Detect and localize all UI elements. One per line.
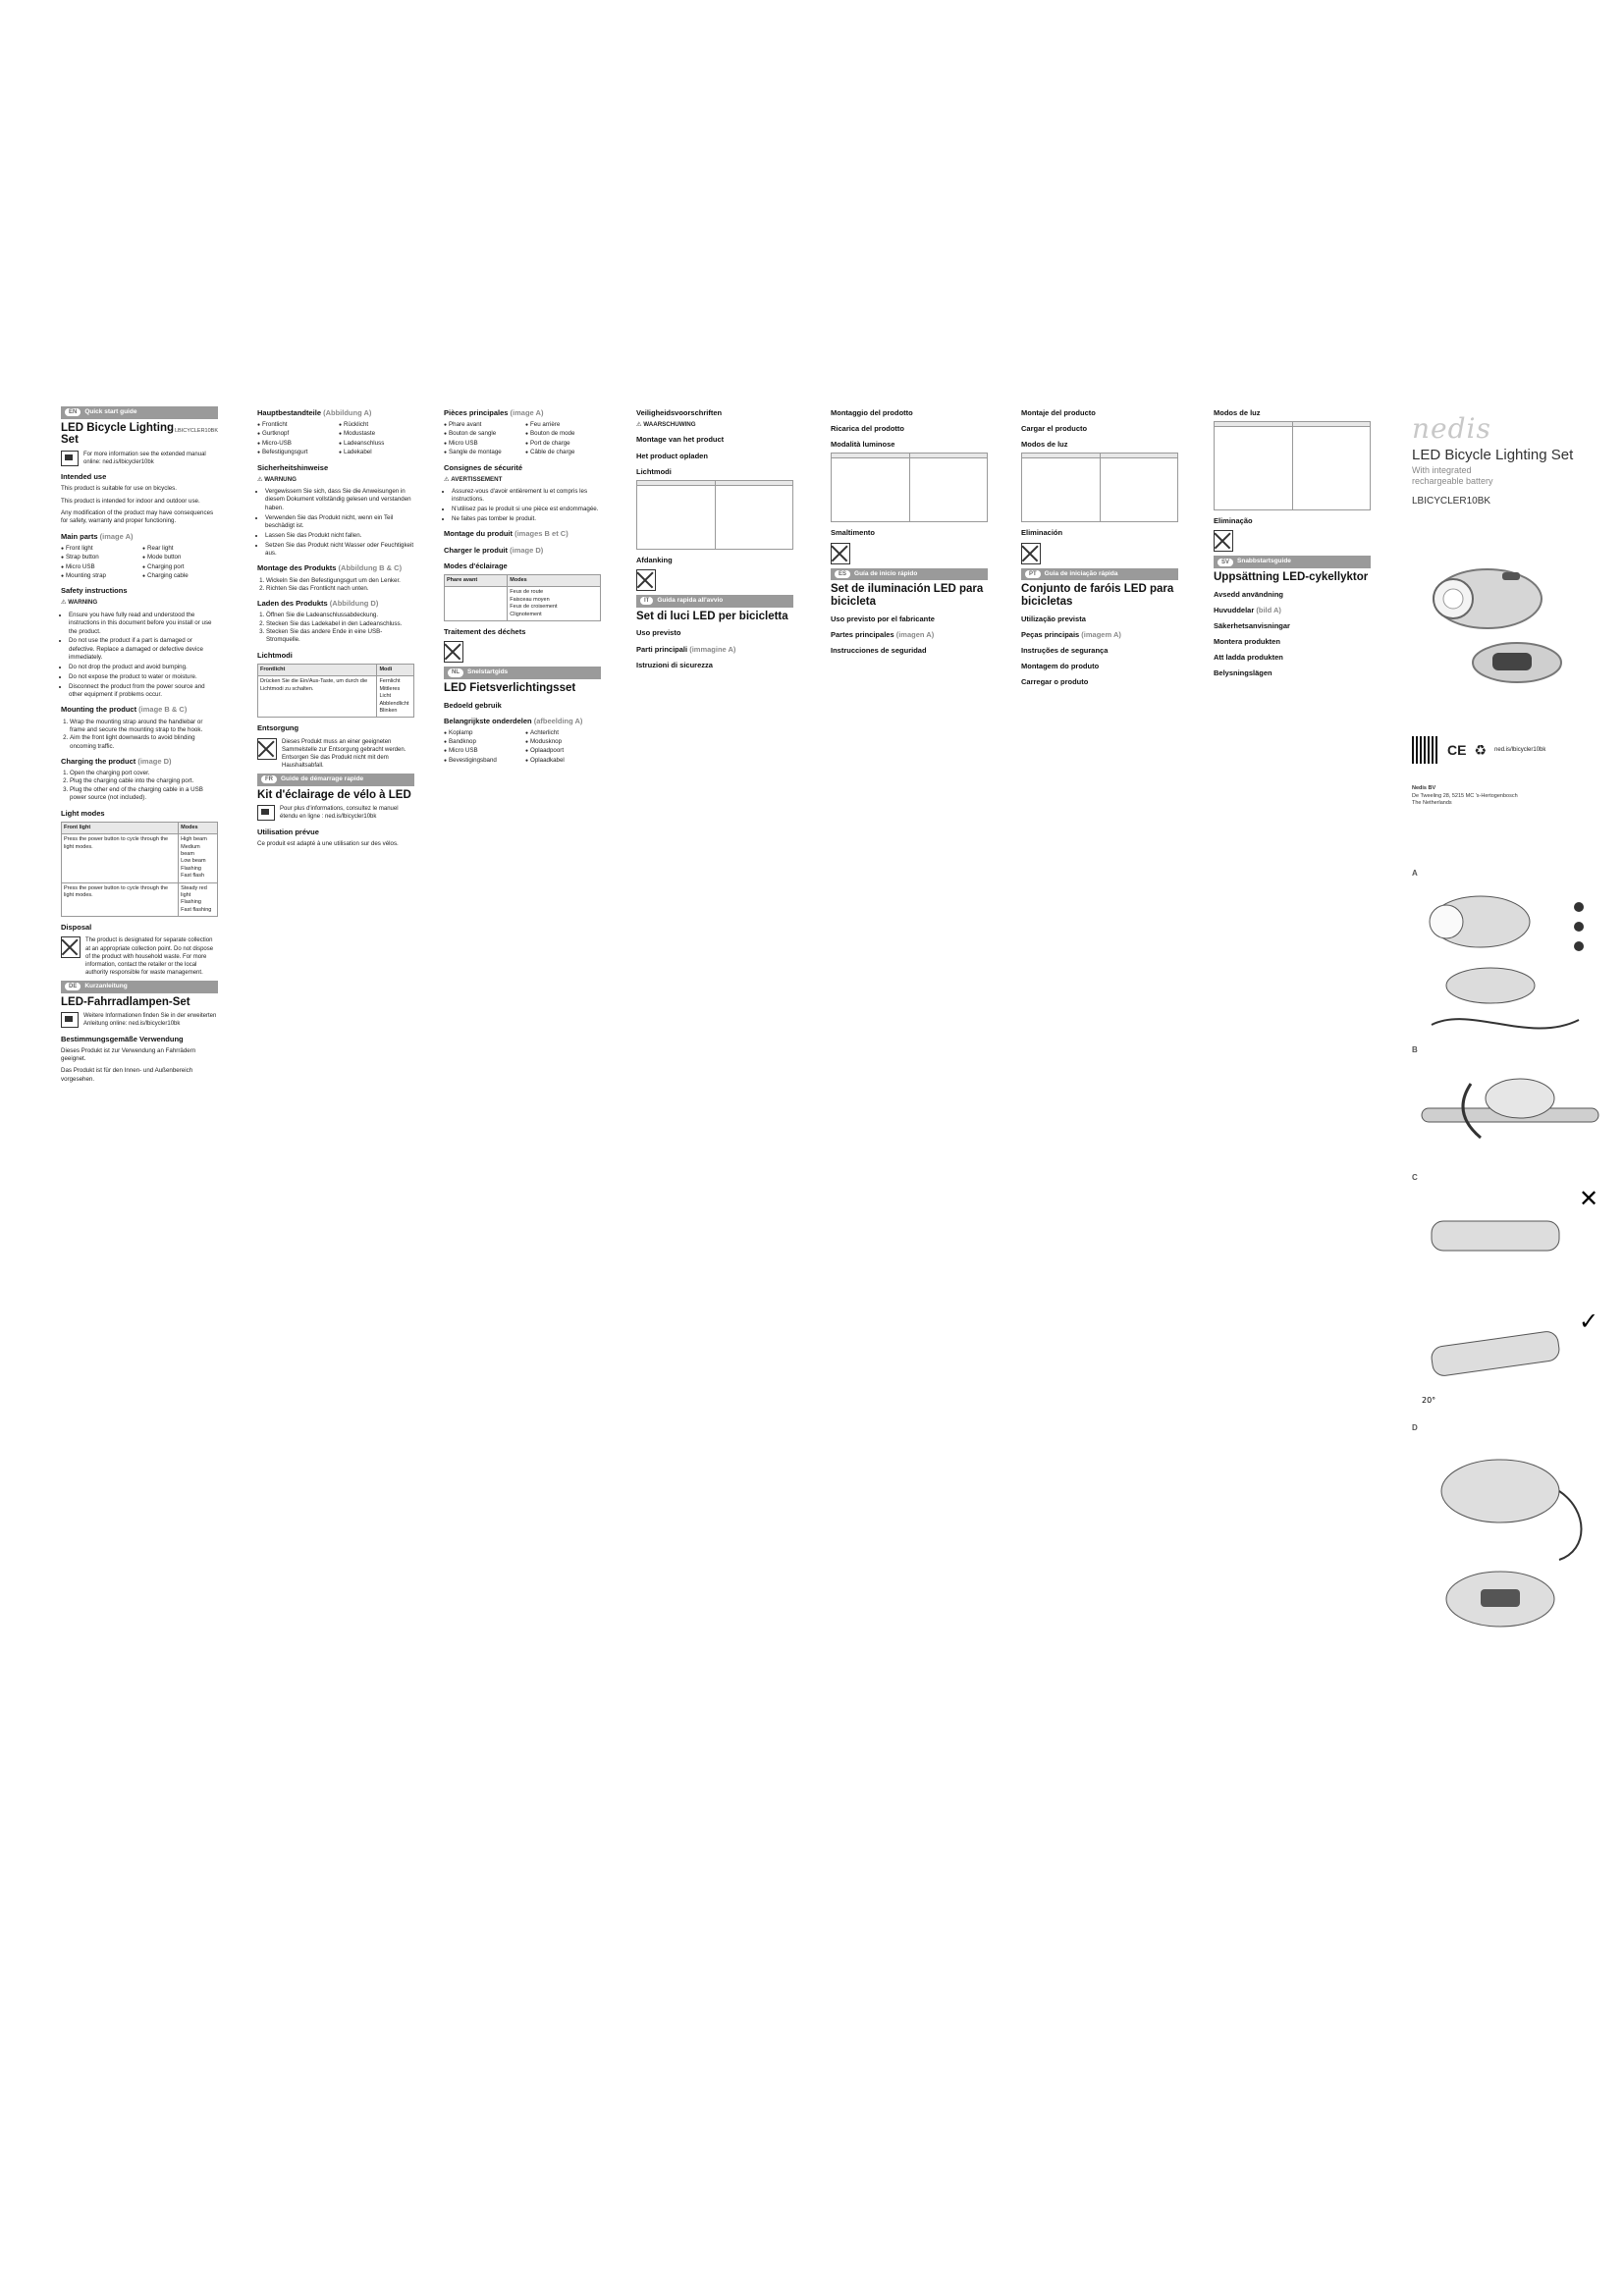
charging-heading: Ricarica del prodotto (831, 424, 905, 434)
light-right (1431, 1330, 1561, 1377)
mounting-heading: Montaggio del prodotto (831, 408, 913, 417)
intended-use-text: This product is suitable for use on bicycles. (61, 485, 177, 493)
intended-use-heading: Avsedd användning (1214, 589, 1283, 599)
cover-product-code: LBICYCLER10BK (1412, 496, 1491, 507)
language-bar-nl: NL Snelstartgids (444, 667, 601, 679)
language-bar-pt: PT Guia de iniciação rápida (1021, 568, 1178, 581)
mounting-heading: Montaje del producto (1021, 408, 1096, 417)
online-manual-notice (61, 451, 218, 466)
intended-use-text: This product is intended for indoor and outdoor use. (61, 497, 200, 505)
charging-heading: Cargar el producto (1021, 424, 1088, 434)
notice-text: For more information see the extended manual online: ned.is/lbicycler10bk (83, 452, 206, 466)
product-code: LBICYCLER10BK (174, 427, 218, 434)
online-manual-notice: Weitere Informationen finden Sie in der erweiterten Anleitung online: ned.is/lbicycler10bk (61, 1012, 218, 1028)
intended-use-text: Das Produkt ist für den Innen- und Außenbereich vorgesehen. (61, 1067, 193, 1083)
manual-title: Set di luci LED per bicicletta (636, 610, 788, 622)
charging-heading: Charging the product (image D) (61, 757, 172, 766)
figure-a-drawing (1412, 878, 1608, 1044)
mounting-steps (61, 719, 218, 751)
light-modes-table: Frontlicht Modi Drücken Sie die Ein/Aus-Taste, um durch die Lichtmodi zu schalten. Fernlicht Mittleres Licht Abblendlicht Blinken (257, 664, 414, 719)
warning-label: ⚠ AVERTISSEMENT (444, 475, 503, 483)
safety-heading: Säkerhetsanvisningar (1214, 620, 1290, 630)
column-de: Hauptbestandteile (Abbildung A) ● Frontlicht ● Rücklicht ● Gurtknopf ● Modustaste ● Micro-USB ● Ladeanschluss ● Befestigungsgurt ● Ladekabel Sicherheitshinweise ⚠ WARNUNG • Vergewissern Sie sich, dass Sie die Anweisungen in diesem Dokument vollständig gelesen und verstanden haben. • Verwenden Sie das Produkt nicht, wenn ein Teil beschädigt ist. • Lassen Sie das Produkt nicht fallen. • Setzen Sie das Produkt nicht Wasser oder Feuchtigkeit aus. Montage des Produkts (Abbildung B & C) 1. Wickeln Sie den Befestigungsgurt um den Lenker. 2. Richten Sie das Frontlicht nach unten. Laden des Produkts (Abbildung D) 1. Öffnen Sie die Ladeanschlussabdeckung. 2. Stecken Sie das Ladekabel in den Ladeanschluss. 3. Stecken Sie das andere Ende in eine USB-Stromquelle. Lichtmodi Frontlicht Modi Drücken Sie die Ein/Aus-Taste, um durch die Lichtmodi zu schalten. Fernlicht Mittleres Licht Abblendlicht Blinken Entsorgung Dieses Produkt muss an einer geeigneten Sammelstelle zur Entsorgung gebracht werden. Entsorgen Sie das Produkt nicht mit dem Haushaltsabfall. FR Guide de démarrage rapide Kit d'éclairage de vélo à LED Pour plus d'informations, consultez le manuel étendu en ligne : ned.is/lbicycler10bk Utilisation prévue Ce produit est adapté à une utilisation sur des vélos. (257, 402, 414, 852)
main-parts-heading: Hauptbestandteile (Abbildung A) (257, 408, 372, 417)
intended-use-heading: Utilização prevista (1021, 614, 1086, 623)
column-pt (1214, 402, 1371, 681)
rear-light (1446, 968, 1535, 1003)
intended-use-heading: Uso previsto (636, 628, 681, 638)
crossed-bin-icon (61, 936, 81, 958)
cover-subtitle: With integrated rechargeable battery (1412, 465, 1493, 486)
intended-use-heading: Utilisation prévue (257, 827, 319, 836)
figure-label: C (1412, 1173, 1418, 1182)
part-item: ● Charging port (142, 563, 218, 571)
safety-list (61, 612, 218, 700)
warning-label: ⚠ WARNUNG (257, 475, 297, 483)
light-modes-heading: Modos de luz (1214, 408, 1261, 417)
part-item: ● Mode button (142, 554, 218, 561)
charging-heading: Laden des Produkts (Abbildung D) (257, 599, 379, 609)
cover-url: ned.is/lbicycler10bk (1494, 747, 1546, 753)
intended-use-heading: Bestimmungsgemäße Verwendung (61, 1034, 184, 1043)
figure-c-drawing (1412, 1182, 1608, 1417)
ce-mark: CE (1447, 742, 1467, 758)
safety-item: • Do not expose the product to water or moisture. (69, 673, 218, 681)
disposal-text: The product is designated for separate collection at an appropriate collection point. Do not dispose of the product with household waste. For more information, contact the retailer or the local authority responsible for waste management. (85, 937, 214, 976)
crossed-bin-icon (636, 569, 656, 591)
mounting-steps: 1. Wickeln Sie den Befestigungsgurt um den Lenker. 2. Richten Sie das Frontlicht nach unten. (257, 577, 414, 594)
light-modes-table: Phare avant Modes Feux de route Faisceau moyen Feux de croisement Clignotement (444, 574, 601, 621)
light-modes-heading: Modes d'éclairage (444, 561, 508, 570)
manual-book-icon (257, 805, 275, 821)
callout (1574, 941, 1584, 951)
main-parts-heading: Huvuddelar (bild A) (1214, 605, 1281, 614)
angle-label: 20° (1422, 1396, 1436, 1405)
column-it (831, 402, 988, 659)
disposal-block (1021, 543, 1178, 564)
table-header: Front light (62, 822, 179, 833)
disposal-block (444, 641, 601, 663)
light-modes-table (1214, 421, 1371, 510)
callout (1574, 922, 1584, 932)
figure-b (1412, 1045, 1608, 1162)
recycle-icon: ♻ (1474, 741, 1488, 758)
figure-label: D (1412, 1423, 1418, 1432)
charging-steps: 1. Öffnen Sie die Ladeanschlussabdeckung. 2. Stecken Sie das Ladekabel in den Ladeanschluss. 3. Stecken Sie das andere Ende in eine USB-Stromquelle. (257, 612, 414, 644)
figure-b-drawing (1412, 1054, 1608, 1162)
main-parts-heading: Peças principais (imagem A) (1021, 629, 1121, 639)
part-item: ● Front light (61, 545, 136, 553)
mode-button (1502, 572, 1520, 580)
front-light (1441, 1460, 1559, 1522)
manual-title: LED Bicycle Lighting Set (61, 421, 175, 447)
step: 2. Plug the charging cable into the charging port. (70, 777, 218, 785)
main-parts-heading: Pièces principales (image A) (444, 408, 544, 417)
safety-list: • Assurez-vous d'avoir entièrement lu et compris les instructions. • N'utilisez pas le produit si une pièce est endommagée. • Ne faites pas tomber le produit. (444, 488, 601, 523)
lens-inner (1443, 589, 1463, 609)
manual-title: Uppsättning LED-cykellyktor (1214, 571, 1369, 584)
light-modes-table (61, 822, 218, 918)
light-modes-heading: Modos de luz (1021, 440, 1068, 450)
disposal-block (636, 569, 793, 591)
disposal-block (831, 543, 988, 564)
safety-heading: Safety instructions (61, 586, 128, 596)
figure-a (1412, 869, 1608, 1044)
parts-list (61, 545, 218, 580)
usb-cable (1559, 1491, 1582, 1560)
language-bar-es: ES Guía de inicio rápido (831, 568, 988, 581)
language-bar-de: DE Kurzanleitung (61, 981, 218, 993)
figure-label: B (1412, 1045, 1418, 1054)
main-parts-heading: Belangrijkste onderdelen (afbeelding A) (444, 716, 583, 725)
part-item: ● Micro USB (61, 563, 136, 571)
column-es (1021, 402, 1178, 690)
charging-heading: Carregar o produto (1021, 677, 1089, 687)
disposal-heading: Traitement des déchets (444, 626, 526, 636)
language-code: EN (65, 408, 81, 416)
qr-row (1412, 736, 1545, 764)
callout (1574, 902, 1584, 912)
part-item: ● Rear light (142, 545, 218, 553)
charging-port (1481, 1589, 1520, 1607)
main-parts-heading: Partes principales (imagen A) (831, 629, 935, 639)
safety-item: • Disconnect the product from the power source and other equipment if problems occur. (69, 683, 218, 700)
light-modes-table (636, 480, 793, 550)
lens (1430, 905, 1463, 938)
main-parts-heading: Parti principali (immagine A) (636, 644, 736, 654)
crossed-bin-icon (257, 738, 277, 760)
wrong-mark: ✕ (1579, 1185, 1599, 1212)
safety-heading: Consignes de sécurité (444, 462, 523, 472)
intended-use-heading: Intended use (61, 472, 107, 482)
safety-item: • Ensure you have fully read and understood the instructions in this document before you install or use the product. (69, 612, 218, 636)
qr-code (1412, 736, 1439, 764)
step: 1. Open the charging port cover. (70, 770, 218, 777)
step: 2. Aim the front light downwards to avoid blinding oncoming traffic. (70, 734, 218, 751)
mounting-heading: Montage des Produkts (Abbildung B & C) (257, 563, 403, 573)
manual-book-icon (61, 1012, 79, 1028)
safety-heading: Sicherheitshinweise (257, 462, 329, 472)
safety-heading: Veiligheidsvoorschriften (636, 408, 723, 417)
product-photo (1414, 545, 1581, 702)
light-modes-table (1021, 453, 1178, 522)
intended-use-heading: Bedoeld gebruik (444, 700, 502, 710)
cover-title: LED Bicycle Lighting Set (1412, 447, 1574, 463)
mounting-heading: Montagem do produto (1021, 661, 1100, 670)
charging-heading: Charger le produit (image D) (444, 545, 544, 555)
language-bar-it: IT Guida rapida all'avvio (636, 595, 793, 608)
parts-list: ● Frontlicht ● Rücklicht ● Gurtknopf ● Modustaste ● Micro-USB ● Ladeanschluss ● Befestigungsgurt ● Ladekabel (257, 421, 414, 456)
crossed-bin-icon (1214, 530, 1233, 552)
disposal-heading: Smaltimento (831, 528, 876, 538)
table-header: Modes (179, 822, 218, 833)
front-light (1486, 1079, 1554, 1118)
intended-use-heading: Uso previsto por el fabricante (831, 614, 935, 623)
intended-use-text: Any modification of the product may have consequences for safety, warranty and proper functioning. (61, 509, 214, 525)
light-modes-heading: Lichtmodi (636, 466, 672, 476)
part-item: ● Charging cable (142, 572, 218, 580)
language-bar-title: Quick start guide (84, 408, 137, 415)
safety-list: • Vergewissern Sie sich, dass Sie die Anweisungen in diesem Dokument vollständig gelesen und verstanden haben. • Verwenden Sie das Produkt nicht, wenn ein Teil beschädigt ist. • Lassen Sie das Produkt nicht fallen. • Setzen Sie das Produkt nicht Wasser oder Feuchtigkeit aus. (257, 488, 414, 558)
manual-title: Set de iluminación LED para bicicleta (831, 583, 984, 608)
light-modes-table (831, 453, 988, 522)
safety-heading: Instrucciones de seguridad (831, 645, 927, 655)
charging-cable (1432, 1019, 1579, 1028)
language-bar-fr: FR Guide de démarrage rapide (257, 774, 414, 786)
mounting-heading: Montera produkten (1214, 637, 1280, 647)
light-modes-heading: Lichtmodi (257, 650, 293, 660)
disposal-heading: Afdanking (636, 555, 673, 564)
disposal-block: Dieses Produkt muss an einer geeigneten Sammelstelle zur Entsorgung gebracht werden. Entsorgen Sie das Produkt nicht mit dem Haushaltsabfall. (257, 738, 414, 770)
column-en (61, 402, 218, 1088)
table-cell: Steady red light Flashing Fast flashing (179, 882, 218, 917)
crossed-bin-icon (1021, 543, 1041, 564)
safety-item: • Do not use the product if a part is damaged or defective. Replace a damaged or defective device immediately. (69, 637, 218, 662)
manual-title: LED-Fahrradlampen-Set (61, 995, 190, 1008)
brand-logo: nedis (1412, 412, 1491, 445)
charging-heading: Het product opladen (636, 451, 708, 460)
language-bar-en (61, 406, 218, 419)
disposal-heading: Entsorgung (257, 723, 299, 733)
table-cell: Press the power button to cycle through the light modes. (62, 834, 179, 883)
parts-list: ● Koplamp ● Achterlicht ● Bandknop ● Modusknop ● Micro USB ● Oplaadpoort ● Bevestigingsband ● Oplaadkabel (444, 729, 601, 765)
disposal-heading: Eliminação (1214, 516, 1253, 526)
crossed-bin-icon (831, 543, 850, 564)
figure-c (1412, 1173, 1608, 1417)
safety-heading: Istruzioni di sicurezza (636, 660, 713, 669)
step: 1. Wrap the mounting strap around the handlebar or frame and secure the mounting strap to the hook. (70, 719, 218, 735)
crossed-bin-icon (444, 641, 463, 663)
light-modes-heading: Belysningslägen (1214, 668, 1272, 678)
intended-use-text: Dieses Produkt ist zur Verwendung an Fahrrädern geeignet. (61, 1046, 196, 1062)
part-item: ● Mounting strap (61, 572, 136, 580)
charging-steps (61, 770, 218, 802)
charging-heading: Att ladda produkten (1214, 653, 1283, 663)
table-cell: High beam Medium beam Low beam Flashing Fast flash (179, 834, 218, 883)
safety-item: • Do not drop the product and avoid bumping. (69, 664, 218, 671)
manual-title: Conjunto de faróis LED para bicicletas (1021, 583, 1174, 608)
light-modes-heading: Modalità luminose (831, 440, 895, 450)
mounting-heading: Montage du produit (images B et C) (444, 529, 568, 539)
part-item: ● Strap button (61, 554, 136, 561)
light-wrong (1432, 1221, 1559, 1251)
safety-heading: Instruções de segurança (1021, 645, 1109, 655)
mounting-heading: Montage van het product (636, 435, 725, 445)
language-bar-sv: SV Snabbstartsguide (1214, 556, 1371, 568)
main-parts-heading: Main parts (image A) (61, 531, 134, 541)
disposal-block (61, 936, 218, 976)
manual-book-icon (61, 451, 79, 466)
column-nl (636, 402, 793, 673)
manual-title: Kit d'éclairage de vélo à LED (257, 788, 411, 801)
figure-label: A (1412, 869, 1418, 878)
column-fr (444, 402, 601, 769)
disposal-block (1214, 530, 1371, 552)
step: 3. Plug the other end of the charging cable in a USB power source (not included). (70, 786, 218, 803)
figure-d (1412, 1423, 1608, 1648)
figure-d-drawing (1412, 1432, 1608, 1648)
table-cell: Press the power button to cycle through the light modes. (62, 882, 179, 917)
rear-light-window (1492, 653, 1532, 670)
manual-title: LED Fietsverlichtingsset (444, 681, 576, 694)
disposal-heading: Disposal (61, 923, 92, 933)
online-manual-notice: Pour plus d'informations, consultez le manuel étendu en ligne : ned.is/lbicycler10bk (257, 805, 414, 821)
warning-label: ⚠ WARNING (61, 599, 98, 607)
right-mark: ✓ (1579, 1308, 1599, 1335)
mounting-heading: Mounting the product (image B & C) (61, 705, 188, 715)
warning-label: ⚠ WAARSCHUWING (636, 421, 696, 429)
light-modes-heading: Light modes (61, 808, 105, 818)
parts-list: ● Phare avant ● Feu arrière ● Bouton de sangle ● Bouton de mode ● Micro USB ● Port de charge ● Sangle de montage ● Câble de charge (444, 421, 601, 456)
company-address: Nedis BV De Tweeling 28, 5215 MC 's-Hertogenbosch The Netherlands (1412, 785, 1518, 807)
disposal-heading: Eliminación (1021, 528, 1063, 538)
